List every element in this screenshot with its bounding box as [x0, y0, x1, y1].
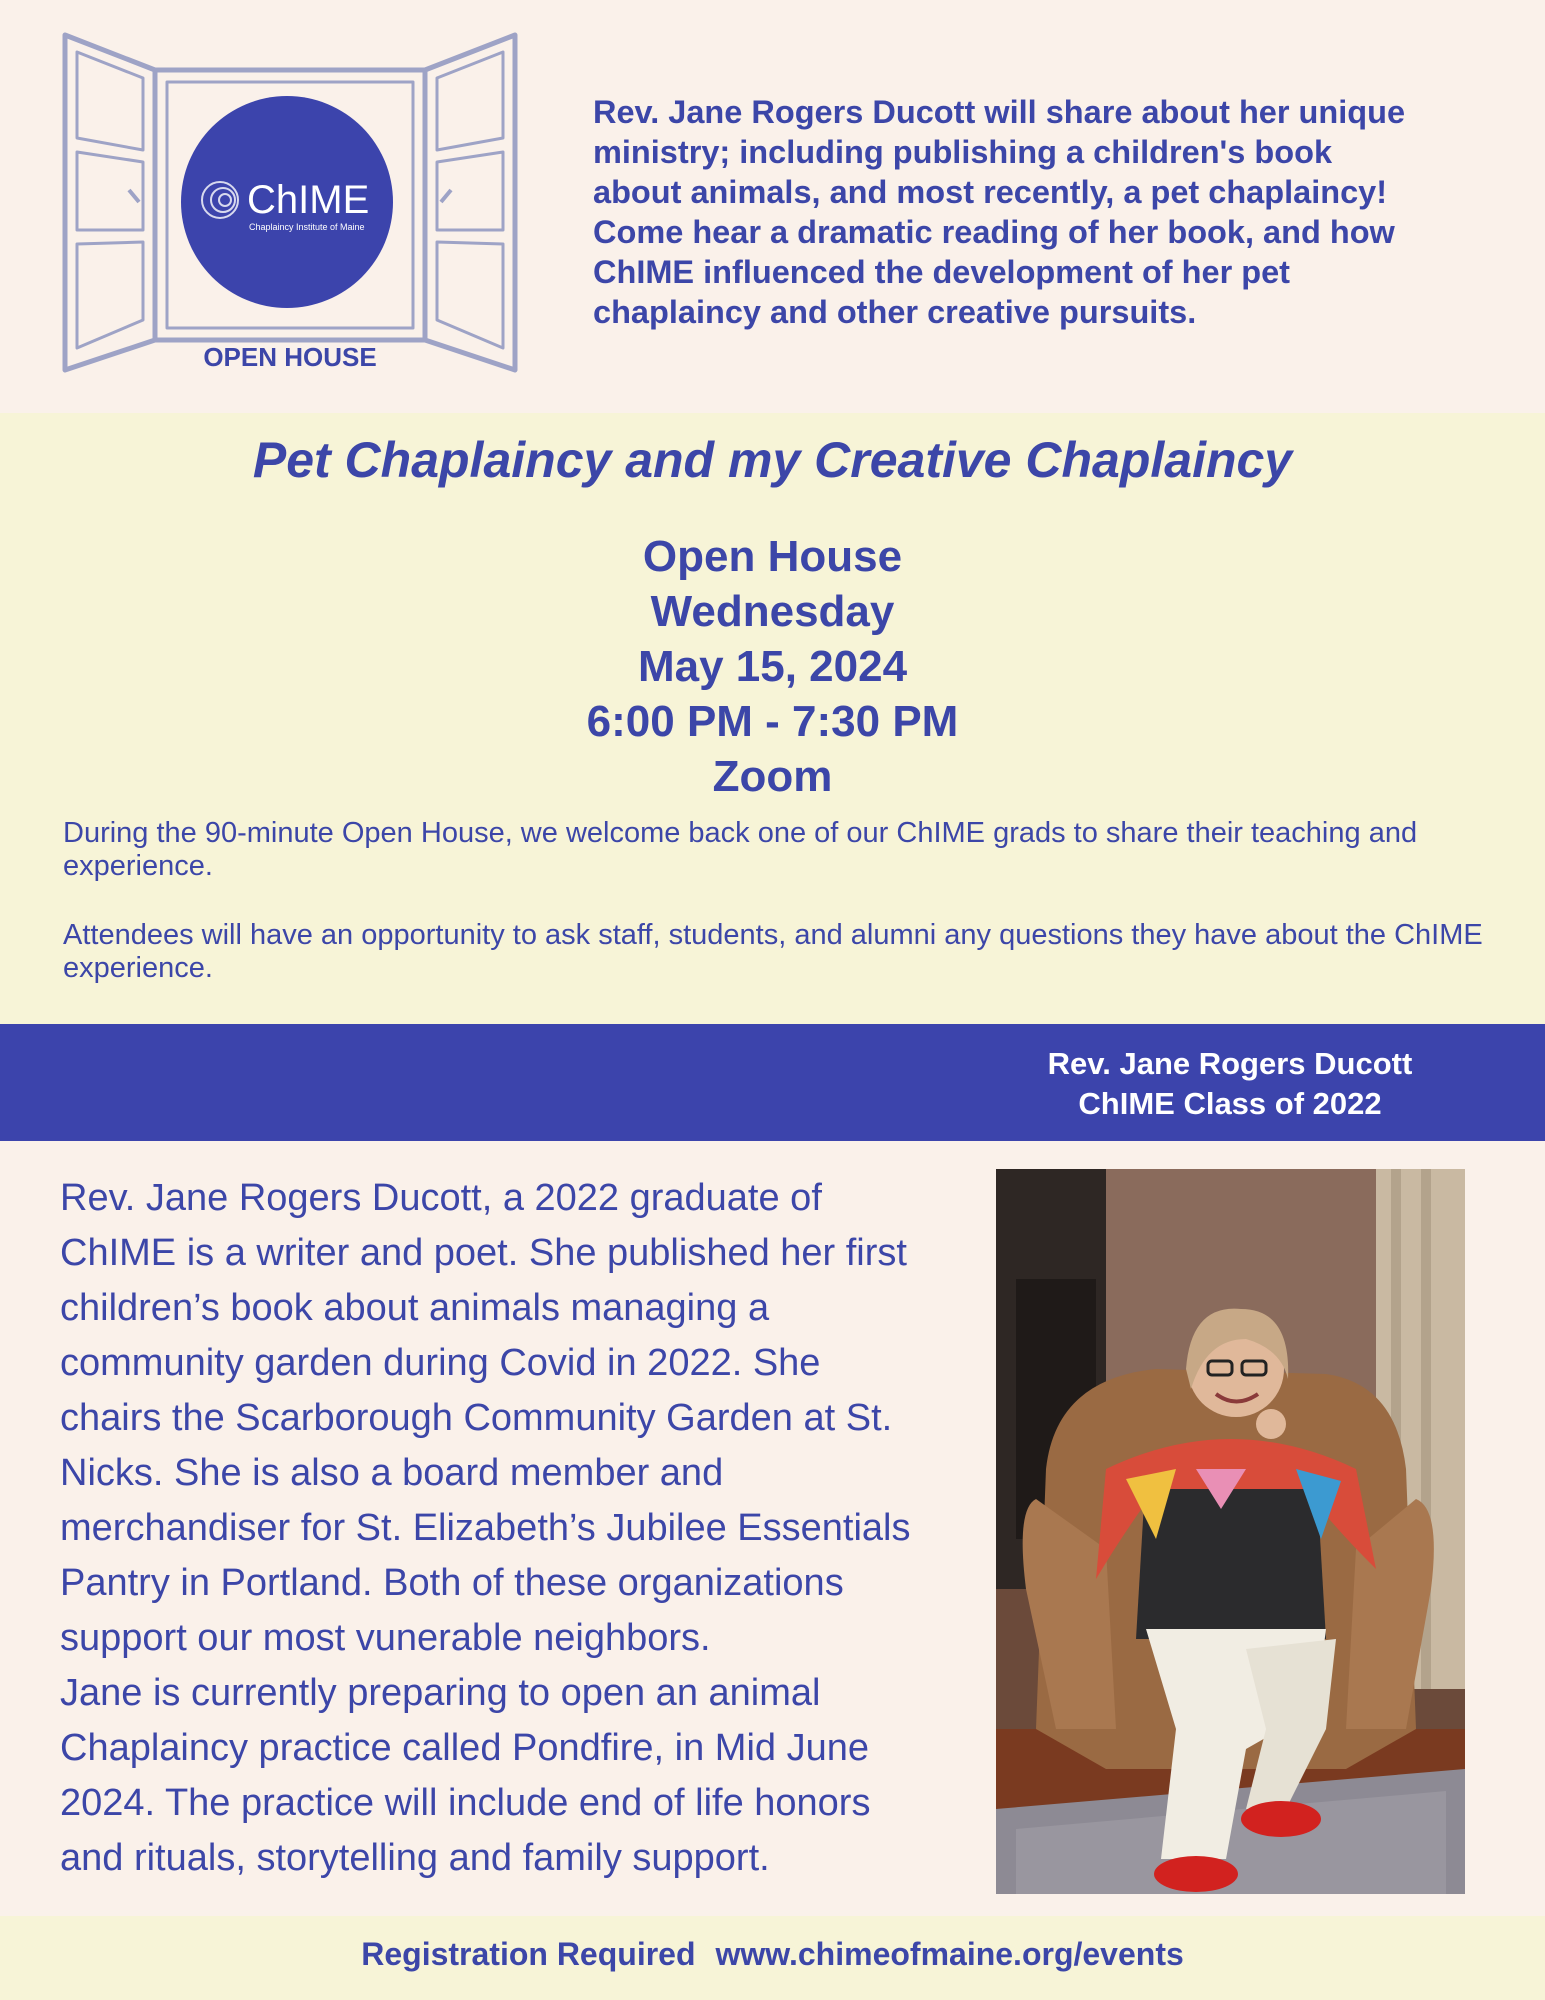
- event-date: May 15, 2024: [637, 642, 908, 691]
- bio-line: 2024. The practice will include end of life honors: [60, 1782, 871, 1824]
- speaker-name: Rev. Jane Rogers Ducott: [1047, 1046, 1413, 1081]
- footer: [0, 1916, 1545, 2000]
- intro-line: chaplaincy and other creative pursuits.: [593, 294, 1197, 330]
- speaker-band: [0, 1024, 1545, 1141]
- bio-line: Chaplaincy practice called Pondfire, in Mid June: [60, 1727, 869, 1769]
- speaker-class: ChIME Class of 2022: [1078, 1086, 1382, 1121]
- open-window-icon: [55, 30, 525, 380]
- event-day: Wednesday: [650, 587, 895, 636]
- intro-line: ministry; including publishing a children's book: [593, 134, 1333, 170]
- bio-line: merchandiser for St. Elizabeth’s Jubilee Essentials: [60, 1507, 911, 1549]
- bio-line: support our most vunerable neighbors.: [60, 1617, 711, 1659]
- event-time: 6:00 PM - 7:30 PM: [586, 697, 959, 746]
- speaker-bio: [60, 1171, 990, 1886]
- bio-line: chairs the Scarborough Community Garden at St.: [60, 1397, 893, 1439]
- chime-open-house-logo: [55, 30, 525, 380]
- intro-line: Rev. Jane Rogers Ducott will share about her unique: [593, 94, 1406, 130]
- intro-line: ChIME influenced the development of her pet: [593, 254, 1291, 290]
- intro-line: about animals, and most recently, a pet chaplaincy!: [593, 174, 1388, 210]
- speaker-caption: [980, 1044, 1480, 1124]
- event-title: Pet Chaplaincy and my Creative Chaplaincy: [252, 432, 1293, 488]
- bio-line: community garden during Covid in 2022. She: [60, 1342, 821, 1384]
- event-location: Zoom: [712, 752, 833, 801]
- registration-note: Registration Required: [361, 1936, 696, 1972]
- open-house-label: OPEN HOUSE: [203, 342, 377, 372]
- bio-section: [0, 1141, 1545, 1916]
- event-section: [0, 413, 1545, 1024]
- bio-line: children’s book about animals managing a: [60, 1287, 770, 1329]
- event-details: [0, 529, 1545, 804]
- brand-text: ChIME: [247, 178, 370, 222]
- intro-line: Come hear a dramatic reading of her book, and how: [593, 214, 1395, 250]
- event-description-1: During the 90-minute Open House, we welcome back one of our ChIME grads to share their teaching and experience.: [63, 817, 1418, 882]
- brand-subtitle: Chaplaincy Institute of Maine: [249, 222, 365, 232]
- bio-line: Nicks. She is also a board member and: [60, 1452, 724, 1494]
- bio-line: ChIME is a writer and poet. She published her first: [60, 1232, 907, 1274]
- event-type: Open House: [642, 532, 903, 581]
- bio-line: Pantry in Portland. Both of these organizations: [60, 1562, 844, 1604]
- speaker-photo: [996, 1169, 1465, 1894]
- bio-line: Jane is currently preparing to open an animal: [60, 1672, 821, 1714]
- events-link[interactable]: www.chimeofmaine.org/events: [715, 1936, 1184, 1972]
- event-description-2: Attendees will have an opportunity to ask staff, students, and alumni any questions they have about the ChIME experience.: [63, 919, 1483, 984]
- bio-line: and rituals, storytelling and family support.: [60, 1837, 770, 1879]
- header-section: [0, 0, 1545, 413]
- footer-text: [0, 1936, 1545, 1973]
- intro-text: [593, 92, 1493, 332]
- bio-line: Rev. Jane Rogers Ducott, a 2022 graduate of: [60, 1177, 822, 1219]
